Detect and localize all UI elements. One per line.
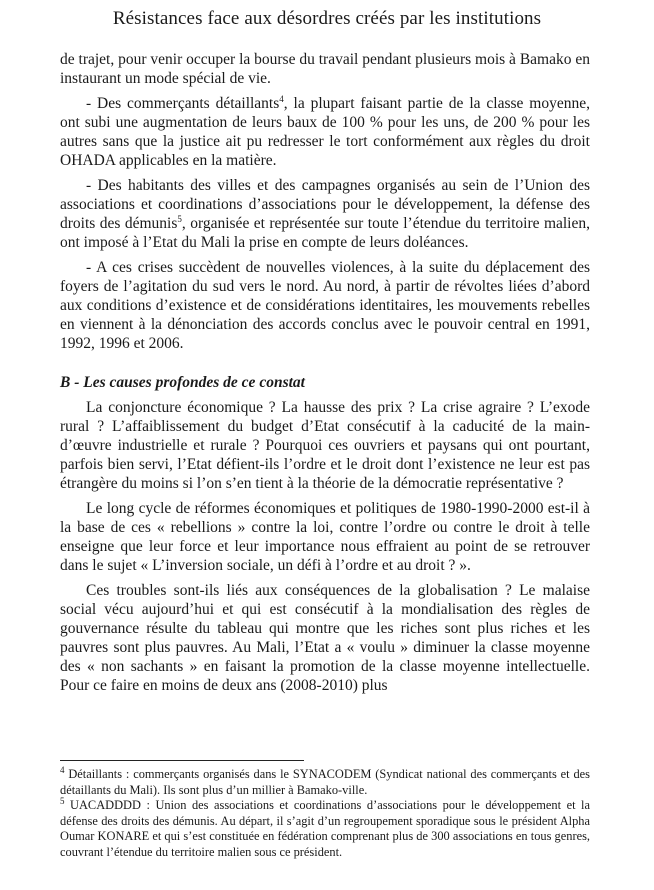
footnote-number: 4 bbox=[60, 764, 65, 775]
paragraph: Ces troubles sont-ils liés aux conséquences de la globalisation ? Le malaise social vécu aujourd’hui et qui est consécutif à la mondialisation des règles de gouvernance résulte du tableau qui montre que les riches sont plus riches et les pauvres sont plus pauvres. Au Mali, l’Etat a « voulu » diminuer la classe moyenne des « non sachants » en faisant la promotion de la classe moyenne intellectuelle. Pour ce faire en moins de deux ans (2008-2010) plus bbox=[60, 582, 590, 694]
paragraph: Le long cycle de réformes économiques et politiques de 1980-1990-2000 est-il à la base de ces « rebellions » contre la loi, contre l’ordre ou contre le droit à telle enseigne que leur force et leur importance nous effraient au point de se retrouver dans le sujet « L’inversion sociale, un défi à l’ordre et au droit ? ». bbox=[60, 500, 590, 574]
section-heading: B - Les causes profondes de ce constat bbox=[60, 374, 305, 391]
footnote-ref[interactable]: 5 bbox=[177, 213, 182, 224]
paragraph bbox=[60, 176, 590, 252]
paragraph bbox=[60, 94, 590, 170]
footnote-5 bbox=[60, 795, 590, 860]
paragraph-text: - Des commerçants détaillants bbox=[86, 95, 280, 112]
footnote-divider bbox=[60, 760, 304, 761]
paragraph-text: , organisée et représentée sur toute l’étendue du territoire malien, ont imposé à l’Etat du Mali la prise en compte de leurs doléances. bbox=[60, 215, 590, 251]
footnote-4 bbox=[60, 764, 590, 798]
paragraph: - A ces crises succèdent de nouvelles violences, à la suite du déplacement des foyers de l’agitation du sud vers le nord. Au nord, à partir de révoltes liées d’abord aux conditions d’existence et de considérations identitaires, les mouvements rebelles en viennent à la dénonciation des accords conclus avec le pouvoir central en 1991, 1992, 1996 et 2006. bbox=[60, 259, 590, 352]
footnote-text: Détaillants : commerçants organisés dans le SYNACODEM (Syndicat national des commerçants et des détaillants du Mali). Ils sont plus d’un millier à Bamako-ville. bbox=[60, 767, 590, 797]
paragraph: de trajet, pour venir occuper la bourse du travail pendant plusieurs mois à Bamako en instaurant un mode spécial de vie. bbox=[60, 51, 590, 87]
footnotes bbox=[60, 760, 590, 860]
footnote-ref[interactable]: 4 bbox=[279, 93, 284, 104]
paragraph: La conjoncture économique ? La hausse des prix ? La crise agraire ? L’exode rural ? L’affaiblissement du budget d’Etat consécutif à la caducité de la main-d’œuvre industrielle et rurale ? Pourquoi ces ouvriers et paysans qui ont pourtant, parfois bien servi, l’Etat défient-ils l’ordre et le droit dont l’existence ne leur est pas étrangère du moins si l’on s’en tient à la théorie de la démocratie représentative ? bbox=[60, 399, 590, 492]
main-text bbox=[60, 50, 590, 701]
paragraph-text: - Des habitants des villes et des campagnes organisés au sein de l’Union des associations et coordinations d’associations pour le développement, la défense des droits des démunis bbox=[60, 177, 590, 232]
footnote-text: UACADDDD : Union des associations et coordinations d’associations pour le développement et la défense des droits des démunis. Au départ, il s’agit d’un regroupement sporadique sous le président Alpha Oumar KONARE et qui s’est constituée en fédération comprenant plus de 300 associations en tous genres, couvrant l’étendue du territoire malien sous ce président. bbox=[60, 798, 590, 859]
paragraph-text: , la plupart faisant partie de la classe moyenne, ont subi une augmentation de leurs baux de 100 % pour les uns, de 200 % pour les autres sans que la justice ait pu redresser le tort conformément aux règles du droit OHADA applicables en la matière. bbox=[60, 95, 590, 169]
footnote-number: 5 bbox=[60, 795, 65, 806]
running-header: Résistances face aux désordres créés par les institutions bbox=[112, 8, 542, 29]
